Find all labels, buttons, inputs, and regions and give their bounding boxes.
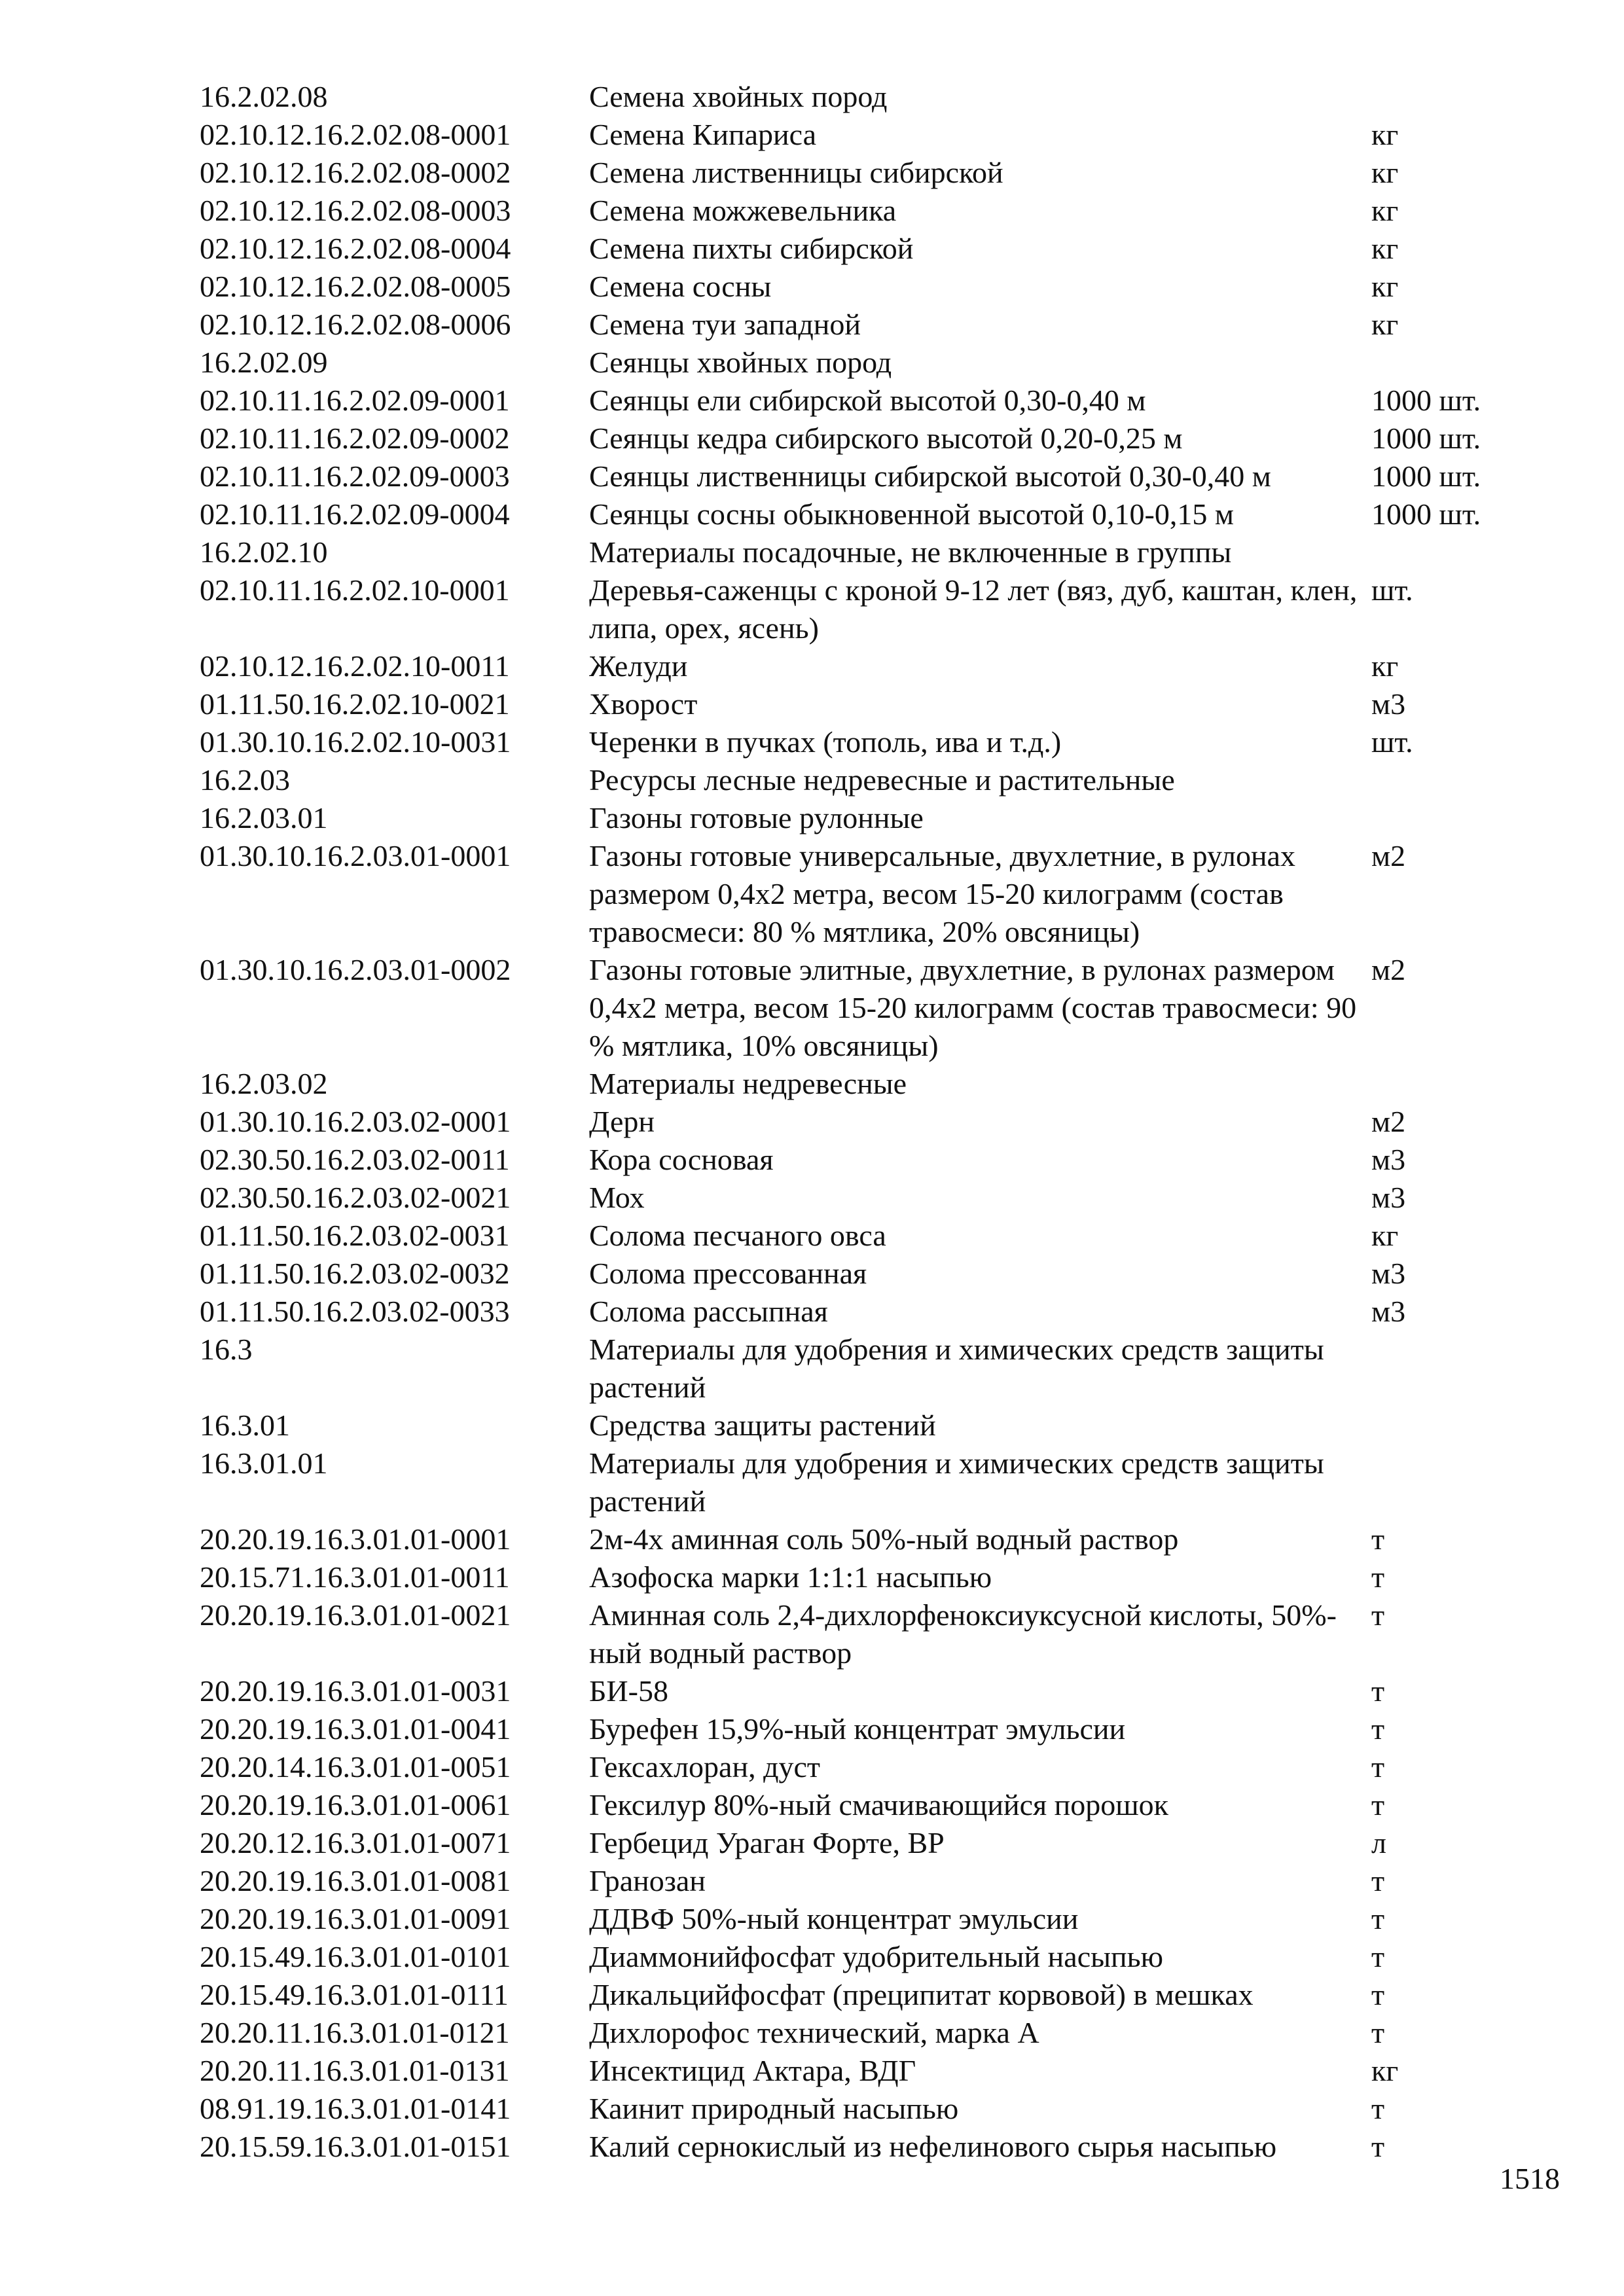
row-unit: кг [1371,2054,1399,2087]
row-code: 02.10.11.16.2.02.09-0004 [200,497,510,531]
row-code: 20.20.12.16.3.01.01-0071 [200,1826,511,1859]
row-code: 02.10.12.16.2.02.08-0006 [200,308,511,341]
row-code: 01.11.50.16.2.03.02-0031 [200,1219,510,1252]
row-unit: м3 [1371,1181,1406,1214]
table-row [200,2090,1548,2128]
row-unit: кг [1371,232,1399,265]
row-unit: т [1371,1978,1385,2011]
row-name: Газоны готовые рулонные [589,801,924,834]
row-name: Азофоска марки 1:1:1 насыпью [589,1560,992,1594]
row-name: Семена сосны [589,270,772,303]
row-name: Гербецид Ураган Форте, ВР [589,1826,945,1859]
table-row [200,1444,1548,1520]
row-name: Материалы для удобрения и химических средств защиты растений [589,1446,1324,1518]
row-name: Кора сосновая [589,1143,774,1176]
table-row [200,2014,1548,2052]
table-row [200,457,1548,495]
table-row [200,761,1548,799]
table-row [200,1255,1548,1293]
row-code: 16.3.01 [200,1408,290,1442]
table-row [200,1558,1548,1596]
row-name: Семена хвойных пород [589,80,888,113]
row-name: Материалы для удобрения и химических средств защиты растений [589,1333,1324,1404]
row-code: 02.10.12.16.2.02.08-0001 [200,118,511,151]
row-code: 01.11.50.16.2.02.10-0021 [200,687,510,721]
table-row [200,154,1548,192]
row-code: 16.2.03 [200,763,290,797]
row-code: 02.10.12.16.2.02.08-0004 [200,232,511,265]
row-unit: т [1371,1560,1385,1594]
table-row [200,685,1548,723]
row-code: 02.10.12.16.2.02.08-0003 [200,194,511,227]
row-unit: т [1371,1522,1385,1556]
row-code: 08.91.19.16.3.01.01-0141 [200,2092,511,2125]
table-row [200,1976,1548,2014]
row-unit: кг [1371,118,1399,151]
row-code: 20.20.19.16.3.01.01-0001 [200,1522,511,1556]
table-row [200,1103,1548,1141]
row-unit: т [1371,2130,1385,2163]
table-row [200,1065,1548,1103]
row-code: 02.10.12.16.2.02.08-0005 [200,270,511,303]
row-unit: т [1371,1940,1385,1973]
table-row [200,1900,1548,1938]
row-code: 01.30.10.16.2.03.01-0001 [200,839,511,872]
table-row [200,1293,1548,1331]
row-code: 16.2.02.10 [200,535,328,569]
table-row [200,1520,1548,1558]
row-unit: шт. [1371,573,1413,607]
table-row [200,571,1548,647]
table-row [200,1331,1548,1407]
row-code: 20.20.19.16.3.01.01-0041 [200,1712,511,1746]
row-unit: шт. [1371,725,1413,759]
table-row [200,1596,1548,1672]
row-code: 20.20.14.16.3.01.01-0051 [200,1750,511,1784]
row-name: Гранозан [589,1864,706,1897]
row-code: 20.15.49.16.3.01.01-0101 [200,1940,511,1973]
table-row [200,306,1548,344]
row-code: 02.10.11.16.2.02.09-0002 [200,422,510,455]
row-name: Хворост [589,687,698,721]
row-name: Семена пихты сибирской [589,232,914,265]
table-row [200,344,1548,382]
row-code: 20.15.71.16.3.01.01-0011 [200,1560,510,1594]
row-unit: т [1371,2092,1385,2125]
row-unit: кг [1371,156,1399,189]
table-row [200,1786,1548,1824]
row-code: 20.15.59.16.3.01.01-0151 [200,2130,511,2163]
table-row [200,382,1548,420]
row-unit: 1000 шт. [1371,384,1481,417]
table-row [200,1824,1548,1862]
row-code: 16.2.03.02 [200,1067,328,1100]
row-unit: 1000 шт. [1371,459,1481,493]
table-row [200,2052,1548,2090]
table-row [200,230,1548,268]
row-code: 02.10.11.16.2.02.09-0003 [200,459,510,493]
row-name: Мох [589,1181,645,1214]
row-unit: кг [1371,649,1399,683]
row-name: Семена можжевельника [589,194,897,227]
row-code: 01.11.50.16.2.03.02-0033 [200,1295,510,1328]
row-code: 02.10.12.16.2.02.10-0011 [200,649,510,683]
row-code: 01.30.10.16.2.03.02-0001 [200,1105,511,1138]
row-unit: л [1371,1826,1386,1859]
table-row [200,837,1548,951]
row-code: 20.20.19.16.3.01.01-0081 [200,1864,511,1897]
row-name: Деревья-саженцы с кроной 9-12 лет (вяз, дуб, каштан, клен, липа, орех, ясень) [589,573,1358,645]
row-code: 02.10.11.16.2.02.10-0001 [200,573,510,607]
table-row [200,1710,1548,1748]
row-unit: м3 [1371,1257,1406,1290]
table-row [200,1748,1548,1786]
row-code: 16.2.02.08 [200,80,328,113]
table-row [200,1938,1548,1976]
row-name: Диаммонийфосфат удобрительный насыпью [589,1940,1163,1973]
resource-table [200,78,1548,2166]
table-row [200,2128,1548,2166]
row-code: 20.20.11.16.3.01.01-0121 [200,2016,510,2049]
row-unit: кг [1371,270,1399,303]
row-name: Средства защиты растений [589,1408,936,1442]
row-unit: кг [1371,1219,1399,1252]
table-row [200,951,1548,1065]
row-code: 16.2.03.01 [200,801,328,834]
row-name: Солома песчаного овса [589,1219,886,1252]
table-row [200,1672,1548,1710]
row-unit: м2 [1371,839,1406,872]
row-name: Черенки в пучках (тополь, ива и т.д.) [589,725,1062,759]
row-code: 16.3.01.01 [200,1446,328,1480]
table-row [200,78,1548,116]
row-unit: м3 [1371,1295,1406,1328]
row-unit: т [1371,2016,1385,2049]
row-code: 02.30.50.16.2.03.02-0011 [200,1143,510,1176]
row-name: Семена лиственницы сибирской [589,156,1003,189]
row-unit: т [1371,1712,1385,1746]
row-name: Материалы посадочные, не включенные в группы [589,535,1232,569]
table-row [200,799,1548,837]
row-code: 20.20.19.16.3.01.01-0091 [200,1902,511,1935]
row-code: 02.30.50.16.2.03.02-0021 [200,1181,511,1214]
row-name: Калий сернокислый из нефелинового сырья насыпью [589,2130,1277,2163]
row-name: Газоны готовые универсальные, двухлетние, в рулонах размером 0,4х2 метра, весом 15-20 килограмм (состав травосмеси: 80 % мятлика, 20% овсяницы) [589,839,1295,948]
row-code: 01.30.10.16.2.03.01-0002 [200,953,511,986]
table-row [200,723,1548,761]
table-row [200,533,1548,571]
row-name: Дихлорофос технический, марка А [589,2016,1039,2049]
row-name: Газоны готовые элитные, двухлетние, в рулонах размером 0,4х2 метра, весом 15-20 килограмм (состав травосмеси: 90 % мятлика, 10% овсяницы) [589,953,1357,1062]
row-name: Солома рассыпная [589,1295,828,1328]
row-unit: м3 [1371,687,1406,721]
row-unit: т [1371,1598,1385,1632]
row-name: Сеянцы хвойных пород [589,346,892,379]
row-unit: т [1371,1864,1385,1897]
row-name: Дерн [589,1105,655,1138]
row-unit: 1000 шт. [1371,497,1481,531]
row-name: Инсектицид Актара, ВДГ [589,2054,916,2087]
row-code: 20.20.19.16.3.01.01-0031 [200,1674,511,1708]
row-name: Аминная соль 2,4-дихлорфеноксиуксусной кислоты, 50%-ный водный раствор [589,1598,1337,1670]
row-code: 20.15.49.16.3.01.01-0111 [200,1978,509,2011]
table-row [200,1407,1548,1444]
row-name: Сеянцы ели сибирской высотой 0,30-0,40 м [589,384,1146,417]
table-row [200,1179,1548,1217]
row-name: Гексилур 80%-ный смачивающийся порошок [589,1788,1169,1821]
row-name: БИ-58 [589,1674,668,1708]
table-row [200,1862,1548,1900]
row-code: 20.20.19.16.3.01.01-0061 [200,1788,511,1821]
row-name: Дикальцийфосфат (преципитат корвовой) в мешках [589,1978,1254,2011]
row-code: 20.20.19.16.3.01.01-0021 [200,1598,511,1632]
row-name: ДДВФ 50%-ный концентрат эмульсии [589,1902,1079,1935]
row-name: Сеянцы кедра сибирского высотой 0,20-0,25 м [589,422,1183,455]
row-unit: м2 [1371,1105,1406,1138]
row-code: 16.2.02.09 [200,346,328,379]
table-row [200,495,1548,533]
row-name: Бурефен 15,9%-ный концентрат эмульсии [589,1712,1126,1746]
table-row [200,116,1548,154]
row-name: 2м-4х аминная соль 50%-ный водный раствор [589,1522,1179,1556]
table-row [200,1217,1548,1255]
table-row [200,268,1548,306]
row-code: 02.10.12.16.2.02.08-0002 [200,156,511,189]
row-name: Ресурсы лесные недревесные и растительные [589,763,1175,797]
row-unit: т [1371,1674,1385,1708]
page-number: 1518 [1500,2162,1560,2195]
table-row [200,647,1548,685]
row-name: Семена Кипариса [589,118,817,151]
row-code: 16.3 [200,1333,253,1366]
row-name: Каинит природный насыпью [589,2092,959,2125]
row-unit: м2 [1371,953,1406,986]
row-name: Гексахлоран, дуст [589,1750,821,1784]
row-unit: кг [1371,194,1399,227]
row-code: 01.30.10.16.2.02.10-0031 [200,725,511,759]
row-name: Желуди [589,649,688,683]
table-row [200,420,1548,457]
row-unit: 1000 шт. [1371,422,1481,455]
row-code: 01.11.50.16.2.03.02-0032 [200,1257,510,1290]
row-unit: кг [1371,308,1399,341]
row-name: Материалы недревесные [589,1067,907,1100]
row-name: Сеянцы лиственницы сибирской высотой 0,30-0,40 м [589,459,1271,493]
row-code: 20.20.11.16.3.01.01-0131 [200,2054,510,2087]
table-row [200,1141,1548,1179]
row-unit: м3 [1371,1143,1406,1176]
row-unit: т [1371,1902,1385,1935]
table-row [200,192,1548,230]
row-name: Семена туи западной [589,308,861,341]
row-name: Сеянцы сосны обыкновенной высотой 0,10-0,15 м [589,497,1234,531]
row-unit: т [1371,1750,1385,1784]
row-name: Солома прессованная [589,1257,867,1290]
row-unit: т [1371,1788,1385,1821]
row-code: 02.10.11.16.2.02.09-0001 [200,384,510,417]
